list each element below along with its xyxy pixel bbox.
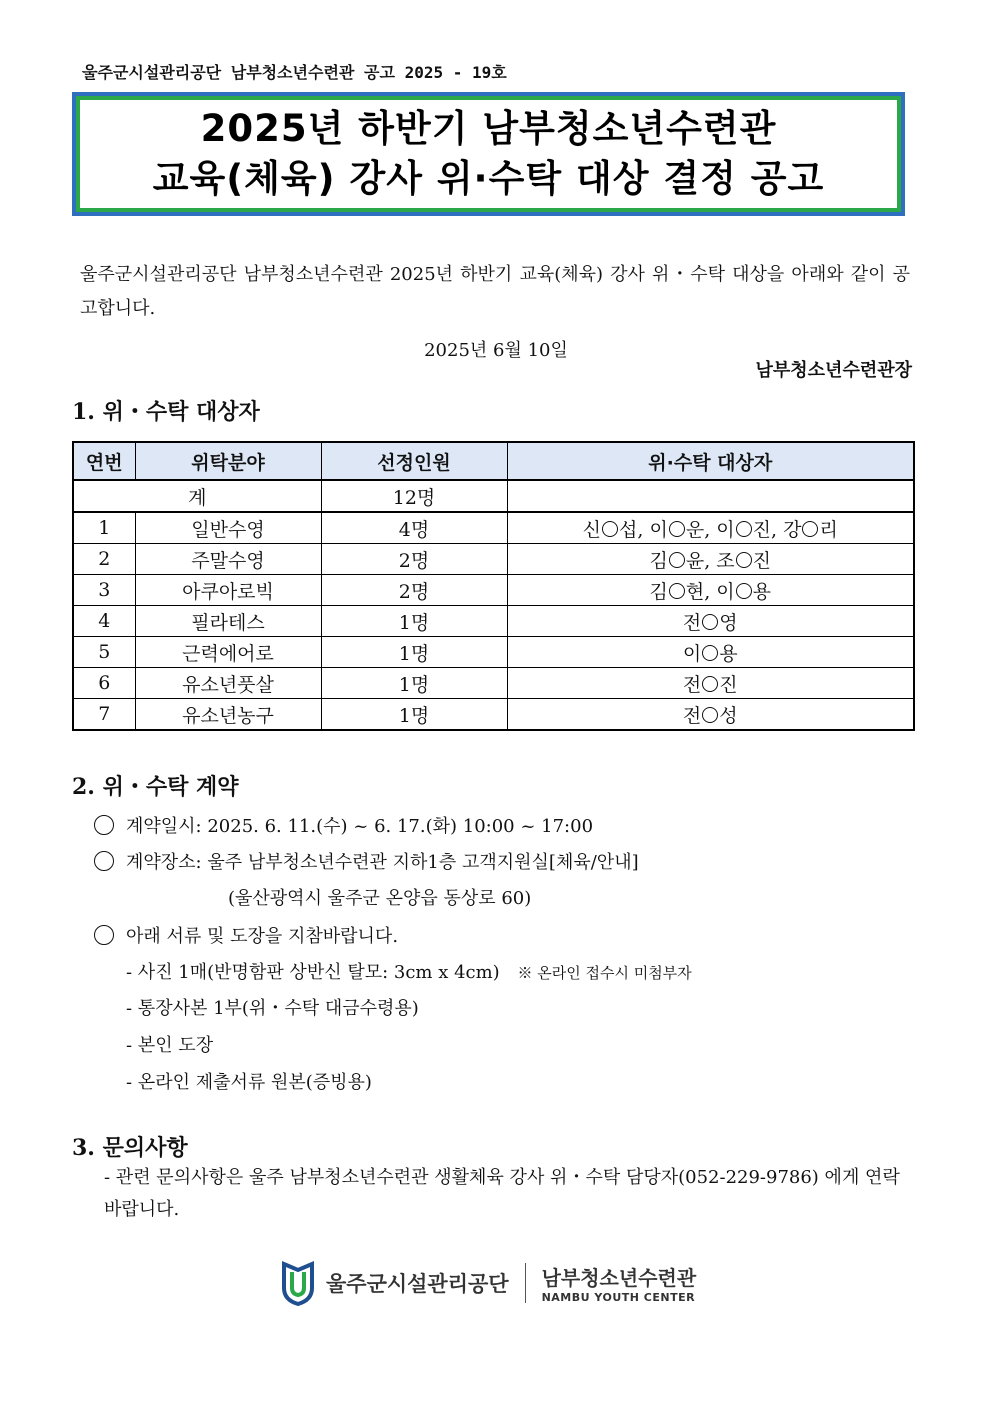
masked-name [716,581,771,603]
name-first: 전 [682,673,702,696]
masked-name [716,519,771,541]
row-no: 5 [73,637,135,668]
row-names: 신 섭, 이 운, 이 진, 강 리 [507,512,914,544]
row-count: 2명 [321,544,507,575]
row-no: 2 [73,544,135,575]
row-field: 유소년풋살 [135,668,321,699]
row-field: 유소년농구 [135,699,321,731]
mask-circle-icon [802,521,818,537]
col-header-names: 위·수탁 대상자 [507,442,914,480]
mask-circle-icon [702,645,718,661]
total-count: 12명 [321,480,507,512]
doc-item-3: - 본인 도장 [126,1035,214,1056]
intro-paragraph: 울주군시설관리공단 남부청소년수련관 2025년 하반기 교육(체육) 강사 위・수탁 대상을 아래와 같이 공고합니다. [80,264,910,319]
mask-circle-icon [736,583,752,599]
row-count: 2명 [321,575,507,606]
mask-circle-icon [736,552,752,568]
docs-line [94,922,398,948]
name-first: 이 [682,642,702,665]
masked-name [649,550,704,572]
name-last: 영 [719,611,738,634]
contract-date-line [94,812,593,838]
row-field: 필라테스 [135,606,321,637]
contract-date: 계약일시: 2025. 6. 11.(수) ~ 6. 17.(화) 10:00 ~ 17:00 [126,816,594,837]
center-name-ko: 남부청소년수련관 [541,1266,697,1290]
row-names [507,637,914,668]
name-last: 용 [719,642,738,665]
mask-circle-icon [702,676,718,692]
mask-circle-icon [702,707,718,723]
section3-heading: 3. 문의사항 [72,1135,188,1161]
row-count: 1명 [321,606,507,637]
name-last: 용 [752,580,772,603]
masked-name [649,519,704,541]
photo-note: ※ 온라인 접수시 미첨부자 [517,964,692,982]
col-header-field: 위탁분야 [135,442,321,480]
notice-number: 울주군시설관리공단 남부청소년수련관 공고 2025 - 19호 [82,63,507,82]
signer: 남부청소년수련관장 [755,360,912,381]
row-count: 1명 [321,668,507,699]
row-names [507,668,914,699]
section2-heading: 2. 위・수탁 계약 [72,774,239,800]
mask-circle-icon [669,552,685,568]
row-names [507,699,914,731]
masked-name [683,612,738,634]
name-first: 강 [783,518,802,541]
doc-item-2: - 통장사본 1부(위・수탁 대금수령용) [126,998,419,1019]
footer-logo [280,1257,740,1309]
name-first: 전 [682,611,702,634]
table-row [73,544,914,575]
contract-address: (울산광역시 울주군 온양읍 동상로 60) [228,888,532,909]
table-row [73,637,914,668]
doc-item-1 [126,958,692,984]
mask-circle-icon [669,521,685,537]
row-count: 4명 [321,512,507,544]
agency-name: 울주군시설관리공단 [326,1272,509,1296]
table-row [73,668,914,699]
announcement-date: 2025년 6월 10일 [424,340,568,361]
total-label: 계 [73,480,321,512]
contract-place-line [94,848,639,874]
table-row [73,512,914,544]
row-count: 1명 [321,699,507,731]
row-names [507,606,914,637]
masked-name [683,705,738,727]
name-first: 이 [716,580,735,603]
mask-circle-icon [736,521,752,537]
mask-circle-icon [702,614,718,630]
agency-logo-icon [280,1260,316,1306]
title-box [72,92,905,216]
row-names: 김 현, 이 용 [507,575,914,606]
masked-name [683,643,738,665]
name-first: 신 [582,518,602,541]
name-last: 현 [685,580,705,603]
name-first: 이 [716,518,735,541]
row-field: 아쿠아로빅 [135,575,321,606]
table-row [73,699,914,731]
name-last: 리 [819,518,838,541]
title-line-1: 2025년 하반기 남부청소년수련관 [200,107,777,150]
total-row [73,480,914,512]
name-last: 진 [719,673,738,696]
targets-table [72,441,915,731]
section1-heading: 1. 위・수탁 대상자 [72,399,260,425]
logo-divider [525,1263,526,1303]
total-names [507,480,914,512]
row-field: 근력에어로 [135,637,321,668]
doc-item-4: - 온라인 제출서류 원본(증빙용) [126,1072,372,1093]
doc-item-1-text: - 사진 1매(반명함판 상반신 탈모: 3cm x 4cm) [126,962,500,983]
row-no: 1 [73,512,135,544]
table-row [73,575,914,606]
row-count: 1명 [321,637,507,668]
col-header-no: 연번 [73,442,135,480]
title-line-2: 교육(체육) 강사 위·수탁 대상 결정 공고 [152,157,825,200]
docs-intro: 아래 서류 및 도장을 지참바랍니다. [126,926,399,947]
name-first: 김 [649,580,668,603]
row-field: 주말수영 [135,544,321,575]
table-header-row [73,442,914,480]
circle-bullet-icon [94,925,114,945]
circle-bullet-icon [94,851,114,871]
name-first: 조 [716,549,735,572]
row-no: 4 [73,606,135,637]
contract-place: 계약장소: 울주 남부청소년수련관 지하1층 고객지원실[체육/안내] [126,852,639,873]
row-names: 김 윤, 조 진 [507,544,914,575]
name-last: 윤 [685,549,705,572]
name-last: 운 [685,518,705,541]
masked-name [649,581,704,603]
row-no: 6 [73,668,135,699]
col-header-count: 선정인원 [321,442,507,480]
masked-name [783,519,838,541]
masked-name [683,674,738,696]
name-last: 섭 [619,518,638,541]
row-no: 3 [73,575,135,606]
table-row [73,606,914,637]
name-first: 전 [682,704,702,727]
name-last: 진 [752,549,772,572]
mask-circle-icon [669,583,685,599]
masked-name [716,550,771,572]
center-name-en: NAMBU YOUTH CENTER [541,1291,696,1304]
center-name-block [542,1262,697,1304]
name-last: 성 [719,704,738,727]
mask-circle-icon [602,521,618,537]
row-field: 일반수영 [135,512,321,544]
row-no: 7 [73,699,135,731]
circle-bullet-icon [94,815,114,835]
name-first: 김 [649,549,668,572]
name-first: 이 [649,518,668,541]
name-last: 진 [752,518,772,541]
masked-name [583,519,638,541]
inquiry-text: - 관련 문의사항은 울주 남부청소년수련관 생활체육 강사 위・수탁 담당자(052-229-9786) 에게 연락 바랍니다. [104,1167,900,1220]
